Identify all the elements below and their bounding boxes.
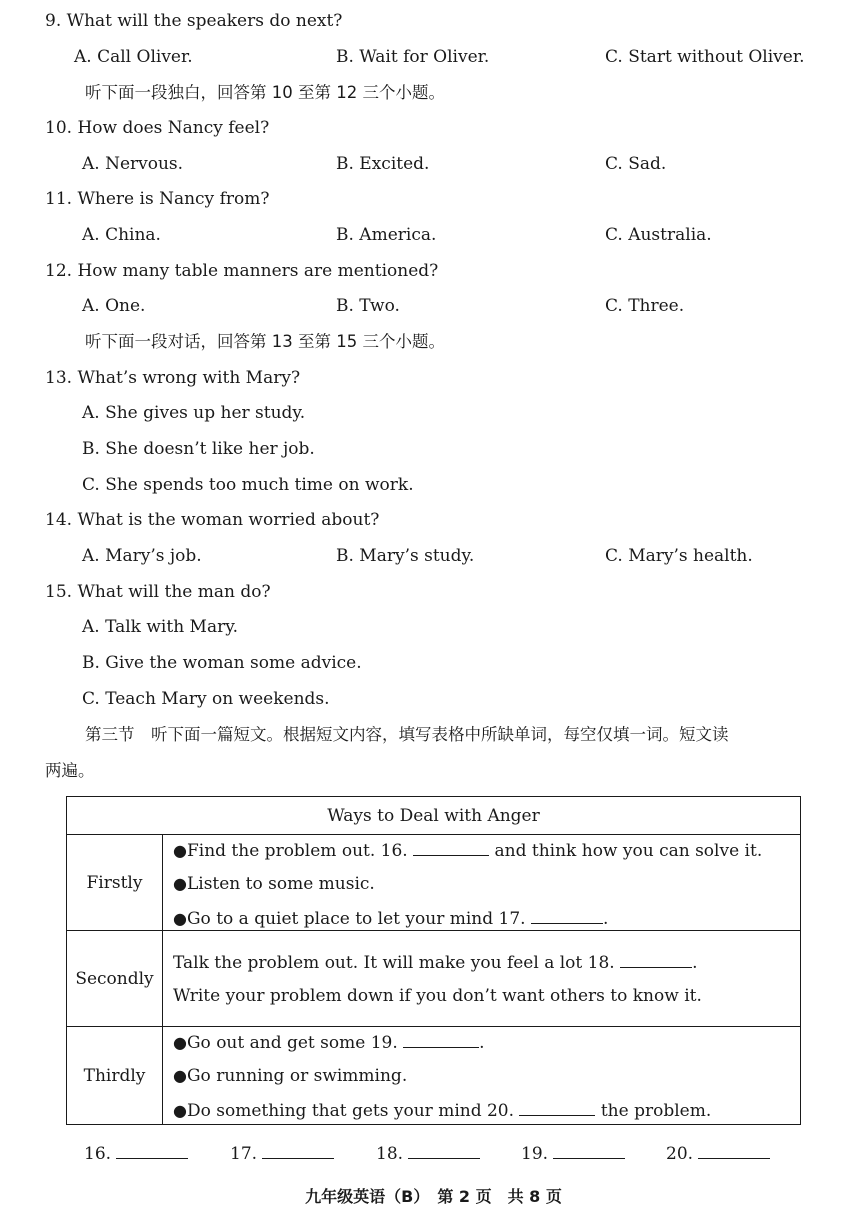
table-line: [173, 1031, 485, 1054]
line-text: Talk the problem out. It will make you feel a lot 18.: [173, 953, 615, 973]
table-row-thirdly: [67, 1027, 800, 1124]
answer-number: 19.: [521, 1144, 549, 1164]
answer-field-20[interactable]: [698, 1142, 770, 1159]
table-line: [173, 1065, 407, 1087]
question-9: 9. What will the speakers do next?: [45, 11, 343, 31]
q10-option-b: B. Excited.: [336, 154, 430, 174]
q9-option-c: C. Start without Oliver.: [605, 47, 805, 67]
q10-option-c: C. Sad.: [605, 154, 667, 174]
q15-option-b: B. Give the woman some advice.: [82, 653, 362, 673]
table-title: Ways to Deal with Anger: [67, 797, 800, 835]
answer-number: 17.: [230, 1144, 258, 1164]
answer-number: 20.: [666, 1144, 694, 1164]
q9-option-a: A. Call Oliver.: [74, 47, 193, 67]
instruction-13-15: 听下面一段对话，回答第 13 至第 15 三个小题。: [85, 332, 445, 351]
q10-option-a: A. Nervous.: [82, 154, 184, 174]
anger-table: [66, 796, 801, 1125]
answer-blank-17[interactable]: [531, 907, 603, 924]
answer-slot-16: [84, 1142, 188, 1165]
q14-option-a: A. Mary’s job.: [82, 546, 202, 566]
instruction-10-12: 听下面一段独白，回答第 10 至第 12 三个小题。: [85, 83, 445, 102]
row-body-thirdly: [173, 1027, 794, 1124]
question-12: 12. How many table manners are mentioned?: [45, 261, 439, 281]
bullet-icon: ●: [173, 1101, 187, 1120]
answer-blank-20[interactable]: [519, 1099, 595, 1116]
answer-number: 18.: [376, 1144, 404, 1164]
answer-blank-18[interactable]: [620, 951, 692, 968]
q14-option-c: C. Mary’s health.: [605, 546, 753, 566]
answer-field-16[interactable]: [116, 1142, 188, 1159]
table-line: [173, 1099, 711, 1122]
q13-option-c: C. She spends too much time on work.: [82, 475, 414, 495]
line-text-post: and think how you can solve it.: [494, 841, 763, 861]
answer-blank-16[interactable]: [413, 839, 489, 856]
bullet-icon: ●: [173, 874, 187, 893]
line-text: Go to a quiet place to let your mind 17.: [186, 909, 526, 929]
answer-slot-20: [666, 1142, 770, 1165]
q15-option-a: A. Talk with Mary.: [82, 617, 238, 637]
answer-slot-17: [230, 1142, 334, 1165]
section3-instruction-cont: 两遍。: [45, 761, 95, 780]
q12-option-c: C. Three.: [605, 296, 685, 316]
bullet-icon: ●: [173, 1033, 187, 1052]
question-14: 14. What is the woman worried about?: [45, 510, 380, 530]
line-text: Go running or swimming.: [186, 1066, 408, 1086]
row-body-firstly: [173, 835, 794, 930]
page-footer: 九年级英语（B） 第 2 页 共 8 页: [305, 1187, 562, 1206]
line-text-post: .: [692, 953, 698, 973]
q14-option-b: B. Mary’s study.: [336, 546, 475, 566]
section3-instruction: 第三节 听下面一篇短文。根据短文内容，填写表格中所缺单词，每空仅填一词。短文读: [85, 725, 729, 744]
question-15: 15. What will the man do?: [45, 582, 271, 602]
line-text-post: .: [479, 1033, 485, 1053]
q11-option-b: B. America.: [336, 225, 437, 245]
table-row-firstly: [67, 835, 800, 931]
question-11: 11. Where is Nancy from?: [45, 189, 270, 209]
table-line: [173, 907, 608, 930]
row-head-thirdly: Thirdly: [67, 1027, 163, 1124]
table-line: [173, 985, 702, 1007]
q13-option-b: B. She doesn’t like her job.: [82, 439, 315, 459]
q9-option-b: B. Wait for Oliver.: [336, 47, 490, 67]
line-text-post: .: [602, 909, 609, 929]
question-10: 10. How does Nancy feel?: [45, 118, 270, 138]
table-line: [173, 951, 698, 974]
answer-slot-19: [521, 1142, 625, 1165]
bullet-icon: ●: [173, 1066, 187, 1085]
row-head-secondly: Secondly: [67, 931, 163, 1026]
answer-slot-18: [376, 1142, 480, 1165]
line-text: Find the problem out. 16.: [186, 841, 408, 861]
q15-option-c: C. Teach Mary on weekends.: [82, 689, 330, 709]
row-head-firstly: Firstly: [67, 835, 163, 930]
answer-field-18[interactable]: [408, 1142, 480, 1159]
line-text: Go out and get some 19.: [186, 1033, 398, 1053]
table-line: [173, 873, 375, 895]
row-body-secondly: [173, 931, 794, 1026]
line-text: Listen to some music.: [186, 874, 375, 894]
bullet-icon: ●: [173, 909, 187, 928]
answer-number: 16.: [84, 1144, 112, 1164]
q12-option-a: A. One.: [82, 296, 146, 316]
q11-option-a: A. China.: [82, 225, 161, 245]
table-line: [173, 839, 762, 862]
table-row-secondly: [67, 931, 800, 1027]
q13-option-a: A. She gives up her study.: [82, 403, 306, 423]
bullet-icon: ●: [173, 841, 187, 860]
line-text-post: the problem.: [600, 1101, 712, 1121]
answer-field-19[interactable]: [553, 1142, 625, 1159]
q11-option-c: C. Australia.: [605, 225, 712, 245]
answer-field-17[interactable]: [262, 1142, 334, 1159]
line-text: Write your problem down if you don’t want others to know it.: [173, 986, 702, 1006]
answer-blank-19[interactable]: [403, 1031, 479, 1048]
question-13: 13. What’s wrong with Mary?: [45, 368, 301, 388]
q12-option-b: B. Two.: [336, 296, 400, 316]
line-text: Do something that gets your mind 20.: [186, 1101, 515, 1121]
